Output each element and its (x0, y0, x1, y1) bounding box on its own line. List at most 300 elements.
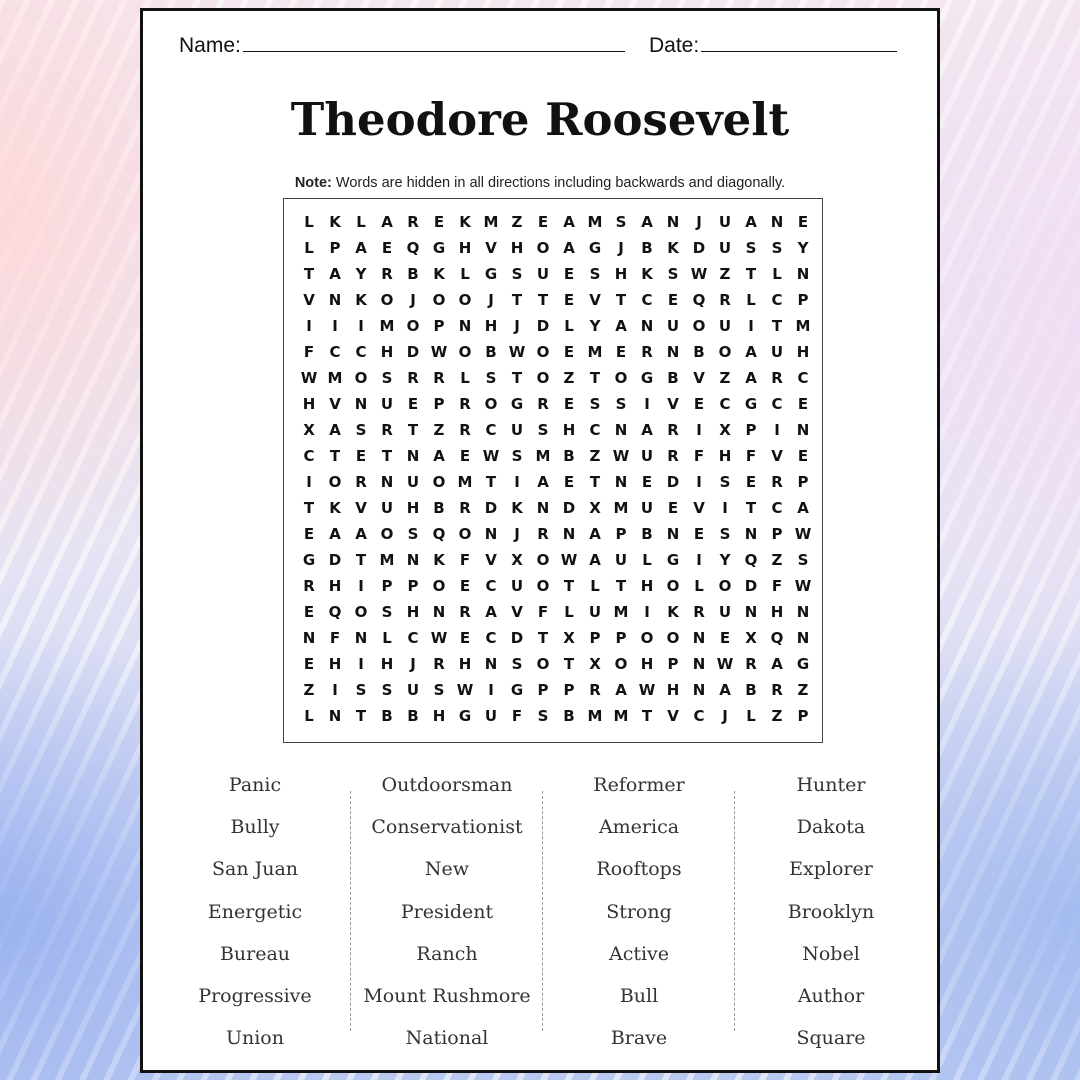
grid-letter[interactable]: L (772, 265, 782, 283)
grid-letter[interactable]: I (696, 421, 702, 439)
grid-letter[interactable]: E (615, 343, 627, 361)
grid-letter[interactable]: A (589, 525, 601, 543)
grid-letter[interactable]: Z (303, 681, 315, 699)
grid-letter[interactable]: I (358, 655, 364, 673)
grid-letter[interactable]: R (641, 343, 653, 361)
grid-letter[interactable]: M (613, 603, 629, 621)
grid-letter[interactable]: S (485, 369, 497, 387)
name-field[interactable] (179, 31, 625, 58)
grid-letter[interactable]: R (537, 395, 549, 413)
grid-letter[interactable]: Q (692, 291, 706, 309)
grid-letter[interactable]: I (332, 317, 338, 335)
grid-letter[interactable]: A (615, 317, 627, 335)
grid-letter[interactable]: P (771, 525, 783, 543)
grid-letter[interactable]: T (537, 291, 549, 309)
grid-letter[interactable]: S (511, 447, 523, 465)
grid-letter[interactable]: K (433, 551, 445, 569)
grid-letter[interactable]: L (590, 577, 600, 595)
grid-letter[interactable]: T (485, 473, 497, 491)
grid-letter[interactable]: Z (771, 551, 783, 569)
grid-letter[interactable]: X (589, 499, 601, 517)
grid-letter[interactable]: O (458, 343, 472, 361)
grid-letter[interactable]: S (511, 655, 523, 673)
grid-letter[interactable]: J (696, 213, 702, 231)
grid-letter[interactable]: Z (719, 369, 731, 387)
grid-letter[interactable]: S (381, 603, 393, 621)
grid-letter[interactable]: T (355, 551, 367, 569)
grid-letter[interactable]: T (745, 265, 757, 283)
grid-letter[interactable]: E (459, 577, 471, 595)
grid-letter[interactable]: U (718, 317, 732, 335)
grid-letter[interactable]: U (588, 603, 602, 621)
grid-letter[interactable]: S (537, 421, 549, 439)
grid-letter[interactable]: D (692, 239, 706, 257)
grid-letter[interactable]: R (407, 369, 419, 387)
grid-letter[interactable]: B (563, 447, 575, 465)
grid-letter[interactable]: S (745, 239, 757, 257)
grid-letter[interactable]: T (303, 499, 315, 517)
grid-letter[interactable]: R (537, 525, 549, 543)
grid-letter[interactable]: P (433, 317, 445, 335)
grid-letter[interactable]: L (746, 291, 756, 309)
grid-letter[interactable]: O (432, 473, 446, 491)
grid-letter[interactable]: T (511, 291, 523, 309)
grid-letter[interactable]: A (329, 265, 341, 283)
grid-letter[interactable]: B (563, 707, 575, 725)
grid-letter[interactable]: S (433, 681, 445, 699)
grid-letter[interactable]: E (719, 629, 731, 647)
grid-letter[interactable]: L (564, 603, 574, 621)
grid-letter[interactable]: X (719, 421, 731, 439)
grid-letter[interactable]: C (407, 629, 419, 647)
grid-letter[interactable]: V (303, 291, 315, 309)
grid-letter[interactable]: L (564, 317, 574, 335)
grid-letter[interactable]: R (459, 395, 471, 413)
grid-letter[interactable]: N (328, 707, 342, 725)
grid-letter[interactable]: K (667, 603, 679, 621)
grid-letter[interactable]: N (406, 551, 420, 569)
grid-letter[interactable]: S (771, 239, 783, 257)
grid-letter[interactable]: A (719, 681, 731, 699)
grid-letter[interactable]: P (563, 681, 575, 699)
grid-letter[interactable]: I (332, 681, 338, 699)
grid-letter[interactable]: J (514, 525, 520, 543)
grid-letter[interactable]: A (745, 369, 757, 387)
grid-letter[interactable]: I (748, 317, 754, 335)
grid-letter[interactable]: N (562, 525, 576, 543)
grid-letter[interactable]: H (380, 655, 394, 673)
grid-letter[interactable]: D (562, 499, 576, 517)
grid-letter[interactable]: C (589, 421, 601, 439)
grid-letter[interactable]: U (484, 707, 498, 725)
grid-letter[interactable]: H (640, 577, 654, 595)
grid-letter[interactable]: L (642, 551, 652, 569)
grid-letter[interactable]: U (614, 551, 628, 569)
grid-letter[interactable]: F (771, 577, 783, 595)
grid-letter[interactable]: T (407, 421, 419, 439)
grid-letter[interactable]: M (587, 707, 603, 725)
grid-letter[interactable]: O (536, 343, 550, 361)
grid-letter[interactable]: W (430, 629, 448, 647)
grid-letter[interactable]: A (563, 213, 575, 231)
grid-letter[interactable]: D (510, 629, 524, 647)
grid-letter[interactable]: U (406, 681, 420, 699)
grid-letter[interactable]: W (612, 447, 630, 465)
grid-letter[interactable]: F (745, 447, 757, 465)
grid-letter[interactable]: U (666, 317, 680, 335)
grid-letter[interactable]: H (432, 707, 446, 725)
grid-letter[interactable]: A (537, 473, 549, 491)
grid-letter[interactable]: B (667, 369, 679, 387)
grid-letter[interactable]: T (563, 577, 575, 595)
grid-letter[interactable]: L (694, 577, 704, 595)
grid-letter[interactable]: T (615, 291, 627, 309)
grid-letter[interactable]: E (433, 213, 445, 231)
grid-letter[interactable]: Q (744, 551, 758, 569)
grid-letter[interactable]: E (537, 213, 549, 231)
grid-letter[interactable]: N (406, 447, 420, 465)
grid-letter[interactable]: O (614, 655, 628, 673)
grid-letter[interactable]: G (510, 681, 524, 699)
grid-letter[interactable]: R (719, 291, 731, 309)
grid-letter[interactable]: M (457, 473, 473, 491)
grid-letter[interactable]: U (770, 343, 784, 361)
grid-letter[interactable]: V (511, 603, 523, 621)
grid-letter[interactable]: O (614, 369, 628, 387)
grid-letter[interactable]: O (458, 291, 472, 309)
grid-letter[interactable]: Z (563, 369, 575, 387)
grid-letter[interactable]: S (589, 395, 601, 413)
grid-letter[interactable]: A (433, 447, 445, 465)
grid-letter[interactable]: P (329, 239, 341, 257)
grid-letter[interactable]: U (640, 447, 654, 465)
grid-letter[interactable]: P (797, 291, 809, 309)
grid-letter[interactable]: O (536, 239, 550, 257)
grid-letter[interactable]: A (329, 421, 341, 439)
grid-letter[interactable]: L (746, 707, 756, 725)
grid-letter[interactable]: S (537, 707, 549, 725)
grid-letter[interactable]: N (354, 629, 368, 647)
grid-letter[interactable]: N (692, 655, 706, 673)
grid-letter[interactable]: S (719, 473, 731, 491)
grid-letter[interactable]: L (460, 265, 470, 283)
grid-letter[interactable]: I (514, 473, 520, 491)
grid-letter[interactable]: T (355, 707, 367, 725)
grid-letter[interactable]: N (354, 395, 368, 413)
grid-letter[interactable]: E (693, 395, 705, 413)
grid-letter[interactable]: L (304, 707, 314, 725)
grid-letter[interactable]: B (641, 239, 653, 257)
grid-letter[interactable]: A (355, 239, 367, 257)
grid-letter[interactable]: O (666, 577, 680, 595)
grid-letter[interactable]: S (355, 421, 367, 439)
grid-letter[interactable]: A (745, 343, 757, 361)
grid-letter[interactable]: C (303, 447, 315, 465)
grid-letter[interactable]: E (641, 473, 653, 491)
grid-letter[interactable]: R (459, 421, 471, 439)
grid-letter[interactable]: O (536, 551, 550, 569)
grid-letter[interactable]: E (797, 213, 809, 231)
grid-letter[interactable]: L (382, 629, 392, 647)
grid-letter[interactable]: P (407, 577, 419, 595)
grid-letter[interactable]: V (667, 707, 679, 725)
date-field[interactable] (649, 31, 897, 58)
grid-letter[interactable]: R (433, 655, 445, 673)
grid-letter[interactable]: B (745, 681, 757, 699)
grid-letter[interactable]: X (303, 421, 315, 439)
grid-letter[interactable]: Q (432, 525, 446, 543)
grid-letter[interactable]: S (615, 213, 627, 231)
grid-letter[interactable]: G (510, 395, 524, 413)
grid-letter[interactable]: R (771, 369, 783, 387)
grid-letter[interactable]: W (794, 577, 812, 595)
grid-letter[interactable]: M (483, 213, 499, 231)
grid-letter[interactable]: U (718, 239, 732, 257)
grid-letter[interactable]: S (511, 265, 523, 283)
grid-letter[interactable]: G (666, 551, 680, 569)
grid-letter[interactable]: O (692, 317, 706, 335)
grid-letter[interactable]: W (300, 369, 318, 387)
grid-letter[interactable]: Z (511, 213, 523, 231)
grid-letter[interactable]: G (302, 551, 316, 569)
grid-letter[interactable]: J (514, 317, 520, 335)
grid-letter[interactable]: E (459, 629, 471, 647)
grid-letter[interactable]: O (640, 629, 654, 647)
grid-letter[interactable]: O (354, 603, 368, 621)
grid-letter[interactable]: V (485, 239, 497, 257)
grid-letter[interactable]: U (380, 395, 394, 413)
grid-letter[interactable]: I (306, 473, 312, 491)
grid-letter[interactable]: K (433, 265, 445, 283)
grid-letter[interactable]: J (618, 239, 624, 257)
grid-letter[interactable]: O (432, 291, 446, 309)
grid-letter[interactable]: Y (355, 265, 367, 283)
grid-letter[interactable]: E (563, 291, 575, 309)
grid-letter[interactable]: K (329, 213, 341, 231)
grid-letter[interactable]: S (355, 681, 367, 699)
grid-letter[interactable]: Z (589, 447, 601, 465)
grid-letter[interactable]: J (722, 707, 728, 725)
grid-letter[interactable]: A (329, 525, 341, 543)
grid-letter[interactable]: R (407, 213, 419, 231)
grid-letter[interactable]: V (589, 291, 601, 309)
grid-letter[interactable]: I (644, 395, 650, 413)
grid-letter[interactable]: P (537, 681, 549, 699)
grid-letter[interactable]: H (458, 655, 472, 673)
grid-letter[interactable]: I (696, 551, 702, 569)
grid-letter[interactable]: T (589, 369, 601, 387)
grid-letter[interactable]: A (641, 213, 653, 231)
grid-letter[interactable]: N (666, 213, 680, 231)
grid-letter[interactable]: S (381, 369, 393, 387)
grid-letter[interactable]: N (484, 655, 498, 673)
grid-letter[interactable]: D (484, 499, 498, 517)
grid-letter[interactable]: W (508, 343, 526, 361)
grid-letter[interactable]: O (328, 473, 342, 491)
grid-letter[interactable]: M (795, 317, 811, 335)
grid-letter[interactable]: N (614, 421, 628, 439)
grid-letter[interactable]: P (667, 655, 679, 673)
grid-letter[interactable]: E (381, 239, 393, 257)
grid-letter[interactable]: E (563, 265, 575, 283)
grid-letter[interactable]: R (667, 447, 679, 465)
grid-letter[interactable]: O (536, 577, 550, 595)
grid-letter[interactable]: D (406, 343, 420, 361)
grid-letter[interactable]: F (329, 629, 341, 647)
grid-letter[interactable]: H (328, 577, 342, 595)
grid-letter[interactable]: A (589, 551, 601, 569)
grid-letter[interactable]: G (484, 265, 498, 283)
grid-letter[interactable]: S (719, 525, 731, 543)
grid-letter[interactable]: V (355, 499, 367, 517)
grid-letter[interactable]: B (641, 525, 653, 543)
grid-letter[interactable]: D (666, 473, 680, 491)
grid-letter[interactable]: K (355, 291, 367, 309)
grid-letter[interactable]: O (718, 343, 732, 361)
grid-letter[interactable]: N (796, 603, 810, 621)
grid-letter[interactable]: F (511, 707, 523, 725)
grid-letter[interactable]: I (774, 421, 780, 439)
grid-letter[interactable]: S (797, 551, 809, 569)
grid-letter[interactable]: N (380, 473, 394, 491)
grid-letter[interactable]: S (615, 395, 627, 413)
grid-letter[interactable]: T (641, 707, 653, 725)
grid-letter[interactable]: K (329, 499, 341, 517)
grid-letter[interactable]: T (381, 447, 393, 465)
grid-letter[interactable]: B (407, 707, 419, 725)
grid-letter[interactable]: N (666, 343, 680, 361)
grid-letter[interactable]: T (511, 369, 523, 387)
grid-letter[interactable]: H (406, 499, 420, 517)
grid-letter[interactable]: B (407, 265, 419, 283)
grid-letter[interactable]: H (718, 447, 732, 465)
grid-letter[interactable]: T (589, 473, 601, 491)
grid-letter[interactable]: R (303, 577, 315, 595)
grid-letter[interactable]: N (536, 499, 550, 517)
grid-letter[interactable]: L (356, 213, 366, 231)
grid-letter[interactable]: C (485, 577, 497, 595)
grid-letter[interactable]: H (484, 317, 498, 335)
grid-letter[interactable]: N (770, 213, 784, 231)
grid-letter[interactable]: B (485, 343, 497, 361)
grid-letter[interactable]: H (770, 603, 784, 621)
grid-letter[interactable]: Z (719, 265, 731, 283)
grid-letter[interactable]: C (771, 499, 783, 517)
grid-letter[interactable]: M (535, 447, 551, 465)
grid-letter[interactable]: A (485, 603, 497, 621)
grid-letter[interactable]: U (536, 265, 550, 283)
grid-letter[interactable]: E (745, 473, 757, 491)
grid-letter[interactable]: K (511, 499, 523, 517)
grid-letter[interactable]: V (771, 447, 783, 465)
grid-letter[interactable]: V (667, 395, 679, 413)
grid-letter[interactable]: K (459, 213, 471, 231)
grid-letter[interactable]: A (563, 239, 575, 257)
grid-letter[interactable]: G (796, 655, 810, 673)
grid-letter[interactable]: X (589, 655, 601, 673)
grid-letter[interactable]: J (488, 291, 494, 309)
grid-letter[interactable]: G (588, 239, 602, 257)
grid-letter[interactable]: A (641, 421, 653, 439)
grid-letter[interactable]: I (644, 603, 650, 621)
grid-letter[interactable]: V (329, 395, 341, 413)
grid-letter[interactable]: T (303, 265, 315, 283)
grid-letter[interactable]: N (328, 291, 342, 309)
grid-letter[interactable]: F (459, 551, 471, 569)
grid-letter[interactable]: N (666, 525, 680, 543)
grid-letter[interactable]: P (381, 577, 393, 595)
grid-letter[interactable]: C (719, 395, 731, 413)
grid-letter[interactable]: I (488, 681, 494, 699)
grid-letter[interactable]: A (381, 213, 393, 231)
grid-letter[interactable]: T (615, 577, 627, 595)
grid-letter[interactable]: R (589, 681, 601, 699)
grid-letter[interactable]: H (666, 681, 680, 699)
grid-letter[interactable]: U (718, 213, 732, 231)
grid-letter[interactable]: F (303, 343, 315, 361)
grid-letter[interactable]: N (796, 421, 810, 439)
grid-letter[interactable]: R (459, 603, 471, 621)
grid-letter[interactable]: O (432, 577, 446, 595)
grid-letter[interactable]: R (745, 655, 757, 673)
grid-letter[interactable]: E (355, 447, 367, 465)
grid-letter[interactable]: P (589, 629, 601, 647)
grid-letter[interactable]: W (716, 655, 734, 673)
grid-letter[interactable]: M (379, 551, 395, 569)
grid-letter[interactable]: J (410, 291, 416, 309)
grid-letter[interactable]: M (587, 343, 603, 361)
grid-letter[interactable]: H (458, 239, 472, 257)
date-blank-line[interactable] (701, 31, 897, 52)
grid-letter[interactable]: H (302, 395, 316, 413)
grid-letter[interactable]: Y (719, 551, 731, 569)
grid-letter[interactable]: S (667, 265, 679, 283)
grid-letter[interactable]: N (302, 629, 316, 647)
grid-letter[interactable]: U (718, 603, 732, 621)
grid-letter[interactable]: O (536, 655, 550, 673)
grid-letter[interactable]: X (511, 551, 523, 569)
grid-letter[interactable]: Q (328, 603, 342, 621)
grid-letter[interactable]: O (666, 629, 680, 647)
grid-letter[interactable]: W (560, 551, 578, 569)
grid-letter[interactable]: E (693, 525, 705, 543)
grid-letter[interactable]: F (537, 603, 549, 621)
grid-letter[interactable]: U (510, 421, 524, 439)
grid-letter[interactable]: Q (770, 629, 784, 647)
grid-letter[interactable]: N (484, 525, 498, 543)
grid-letter[interactable]: H (406, 603, 420, 621)
grid-letter[interactable]: C (485, 421, 497, 439)
grid-letter[interactable]: G (458, 707, 472, 725)
grid-letter[interactable]: R (693, 603, 705, 621)
grid-letter[interactable]: H (796, 343, 810, 361)
grid-letter[interactable]: A (355, 525, 367, 543)
grid-letter[interactable]: C (693, 707, 705, 725)
grid-letter[interactable]: A (745, 213, 757, 231)
grid-letter[interactable]: C (771, 395, 783, 413)
grid-letter[interactable]: E (303, 603, 315, 621)
grid-letter[interactable]: T (329, 447, 341, 465)
grid-letter[interactable]: H (614, 265, 628, 283)
name-blank-line[interactable] (243, 31, 625, 52)
grid-letter[interactable]: M (327, 369, 343, 387)
grid-letter[interactable]: I (358, 317, 364, 335)
grid-letter[interactable]: Z (797, 681, 809, 699)
grid-letter[interactable]: P (615, 629, 627, 647)
grid-letter[interactable]: E (667, 291, 679, 309)
grid-letter[interactable]: L (460, 369, 470, 387)
grid-letter[interactable]: T (771, 317, 783, 335)
